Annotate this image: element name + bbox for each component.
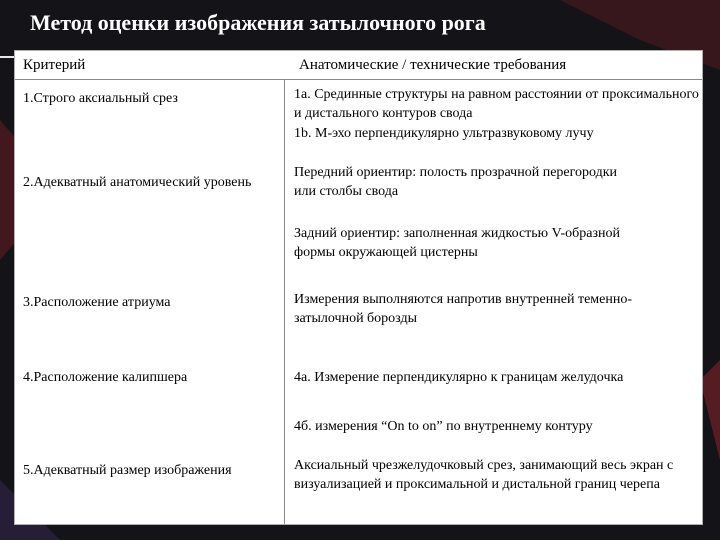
criteria-table [14, 50, 703, 525]
row-4-requirement-b: 4б. измерения “On to on” по внутреннему контуру [294, 419, 593, 434]
slide-title: Метод оценки изображения затылочного рога [30, 10, 486, 35]
row-3-requirement: Измерения выполняются напротив внутренней теменно-затылочной борозды [294, 292, 633, 326]
row-2-criterion: 2.Адекватный анатомический уровень [23, 175, 252, 190]
row-2-requirement-back: Задний ориентир: заполненная жидкостью V-образной формы окружающей цистерны [294, 226, 620, 260]
title-dash [0, 56, 14, 58]
header-divider [15, 79, 702, 80]
row-2-requirement-front: Передний ориентир: полость прозрачной перегородки или столбы свода [294, 165, 618, 199]
row-5-requirement: Аксиальный чрезжелудочковый срез, занимающий весь экран с визуализацией и проксимальной и дистальной границ черепа [294, 458, 674, 492]
header-criterion: Критерий [23, 57, 86, 73]
row-4-requirement-a: 4а. Измерение перпендикулярно к границам желудочка [294, 370, 624, 385]
column-divider [284, 79, 285, 524]
header-requirements: Анатомические / технические требования [299, 57, 567, 73]
row-1-requirement-b: 1b. М-эхо перпендикулярно ультразвуковому лучу [294, 126, 594, 141]
row-3-criterion: 3.Расположение атриума [23, 295, 171, 310]
row-1-requirement-a: 1a. Срединные структуры на равном расстоянии от проксимального и дистального контуров свода [294, 87, 699, 121]
row-5-criterion: 5.Адекватный размер изображения [23, 463, 232, 478]
row-1-criterion: 1.Строго аксиальный срез [23, 91, 178, 106]
row-4-criterion: 4.Расположение калипшера [23, 370, 188, 385]
